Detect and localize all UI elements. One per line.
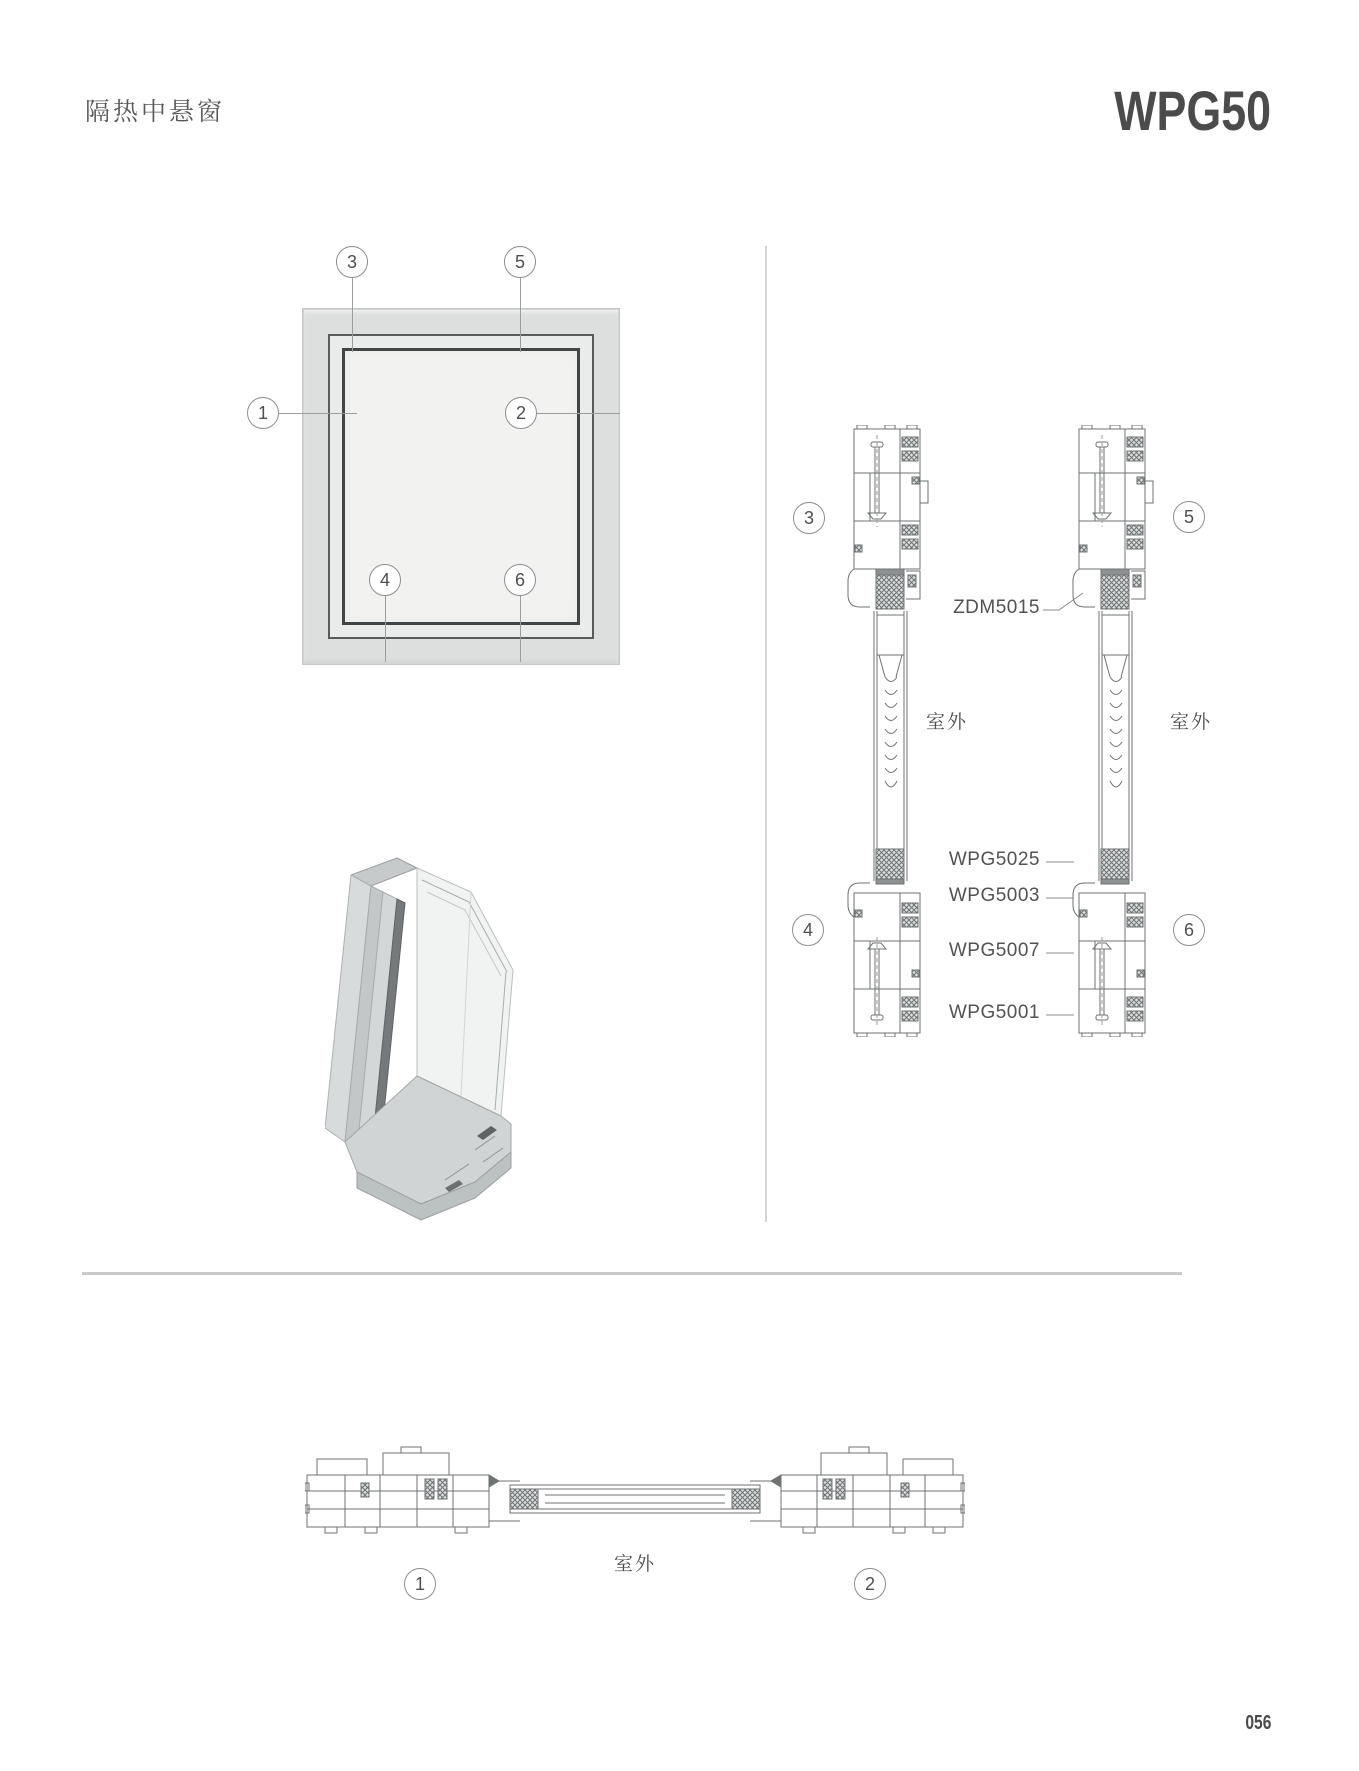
elevation-diagram [302, 308, 620, 665]
callout-6 [504, 564, 536, 596]
callout-3 [336, 246, 368, 278]
part-label-wpg5003: WPG5003 [948, 885, 1040, 906]
callout-section-6 [1173, 914, 1205, 946]
elevation-sash-frame [328, 334, 594, 639]
callout-1 [247, 397, 279, 429]
leader-line-6 [520, 596, 521, 662]
callout-6-number: 6 [514, 569, 525, 590]
leader-line-2 [537, 413, 620, 414]
callout-5 [504, 246, 536, 278]
outdoor-label-left-section: 室外 [926, 712, 969, 733]
callout-5-number: 5 [514, 251, 525, 272]
horizontal-section-left-profile [305, 1447, 520, 1533]
horizontal-section-drawing [305, 1445, 965, 1553]
page-number: 056 [1244, 1712, 1271, 1734]
callout-section-3-number: 3 [803, 507, 814, 528]
callout-3-number: 3 [346, 251, 357, 272]
callout-section-6-number: 6 [1183, 919, 1194, 940]
callout-section-2-number: 2 [864, 1573, 875, 1594]
callout-2 [505, 397, 537, 429]
callout-section-5 [1173, 501, 1205, 533]
callout-section-3 [793, 502, 825, 534]
leader-line-1 [279, 413, 357, 414]
callout-4-number: 4 [379, 569, 390, 590]
horizontal-divider-rule [82, 1272, 1182, 1275]
product-code: WPG50 [1114, 79, 1271, 142]
part-label-wpg5007: WPG5007 [948, 940, 1040, 961]
outdoor-label-right-section: 室外 [1170, 712, 1213, 733]
callout-1-number: 1 [257, 402, 268, 423]
callout-section-1 [404, 1568, 436, 1600]
outdoor-label-bottom-section: 室外 [614, 1554, 657, 1575]
part-label-zdm5015: ZDM5015 [953, 597, 1040, 618]
part-label-wpg5001: WPG5001 [948, 1002, 1040, 1023]
callout-section-4 [792, 914, 824, 946]
leader-line-5 [520, 278, 521, 352]
leader-line-3 [352, 278, 353, 352]
vertical-sections-drawing [740, 230, 1300, 1240]
callout-section-2 [854, 1568, 886, 1600]
horizontal-section-glazing [510, 1485, 760, 1513]
leader-line-4 [385, 596, 386, 662]
callout-section-4-number: 4 [802, 919, 813, 940]
horizontal-section-right-profile [750, 1447, 965, 1533]
vertical-section-right [1073, 425, 1153, 1037]
callout-4 [369, 564, 401, 596]
page-title: 隔热中悬窗 [85, 98, 226, 126]
callout-section-5-number: 5 [1183, 506, 1194, 527]
callout-section-1-number: 1 [414, 1573, 425, 1594]
profile-3d-render [325, 850, 520, 1240]
part-label-wpg5025: WPG5025 [948, 849, 1040, 870]
callout-2-number: 2 [515, 402, 526, 423]
leader-zdm5015 [1043, 593, 1083, 610]
